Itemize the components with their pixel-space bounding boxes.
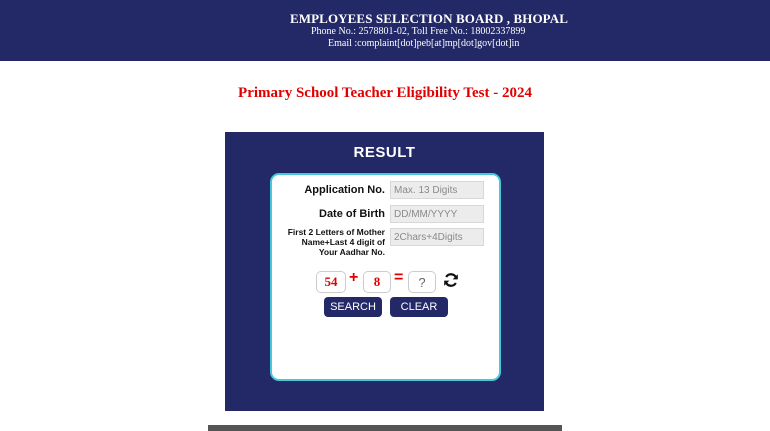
clear-button[interactable]: CLEAR bbox=[390, 297, 448, 317]
captcha-operand-a: 54 bbox=[316, 271, 346, 293]
org-name: EMPLOYEES SELECTION BOARD , BHOPAL bbox=[290, 11, 569, 26]
captcha-plus-sign: + bbox=[349, 269, 359, 286]
footer-strip bbox=[208, 425, 562, 431]
contact-phone: Phone No.: 2578801-02, Toll Free No.: 18002337899 bbox=[311, 26, 526, 37]
exam-title: Primary School Teacher Eligibility Test - 2024 bbox=[238, 85, 532, 101]
result-form bbox=[270, 173, 501, 381]
date-of-birth-label: Date of Birth bbox=[319, 208, 385, 220]
panel-title: RESULT bbox=[353, 144, 416, 161]
site-header bbox=[0, 0, 770, 61]
captcha-answer-input[interactable] bbox=[408, 271, 436, 293]
result-panel bbox=[225, 132, 544, 411]
mother-aadhar-input[interactable] bbox=[390, 228, 484, 246]
contact-email: Email :complaint[dot]peb[at]mp[dot]gov[dot]in bbox=[328, 38, 520, 49]
date-of-birth-input[interactable] bbox=[390, 205, 484, 223]
mother-aadhar-label: First 2 Letters of Mother Name+Last 4 digit of Your Aadhar No. bbox=[287, 227, 385, 257]
captcha-operand-b: 8 bbox=[363, 271, 391, 293]
application-no-input[interactable] bbox=[390, 181, 484, 199]
search-button[interactable]: SEARCH bbox=[324, 297, 382, 317]
application-no-label: Application No. bbox=[304, 184, 385, 196]
refresh-icon[interactable] bbox=[443, 272, 459, 288]
captcha-equals-sign: = bbox=[394, 269, 404, 286]
